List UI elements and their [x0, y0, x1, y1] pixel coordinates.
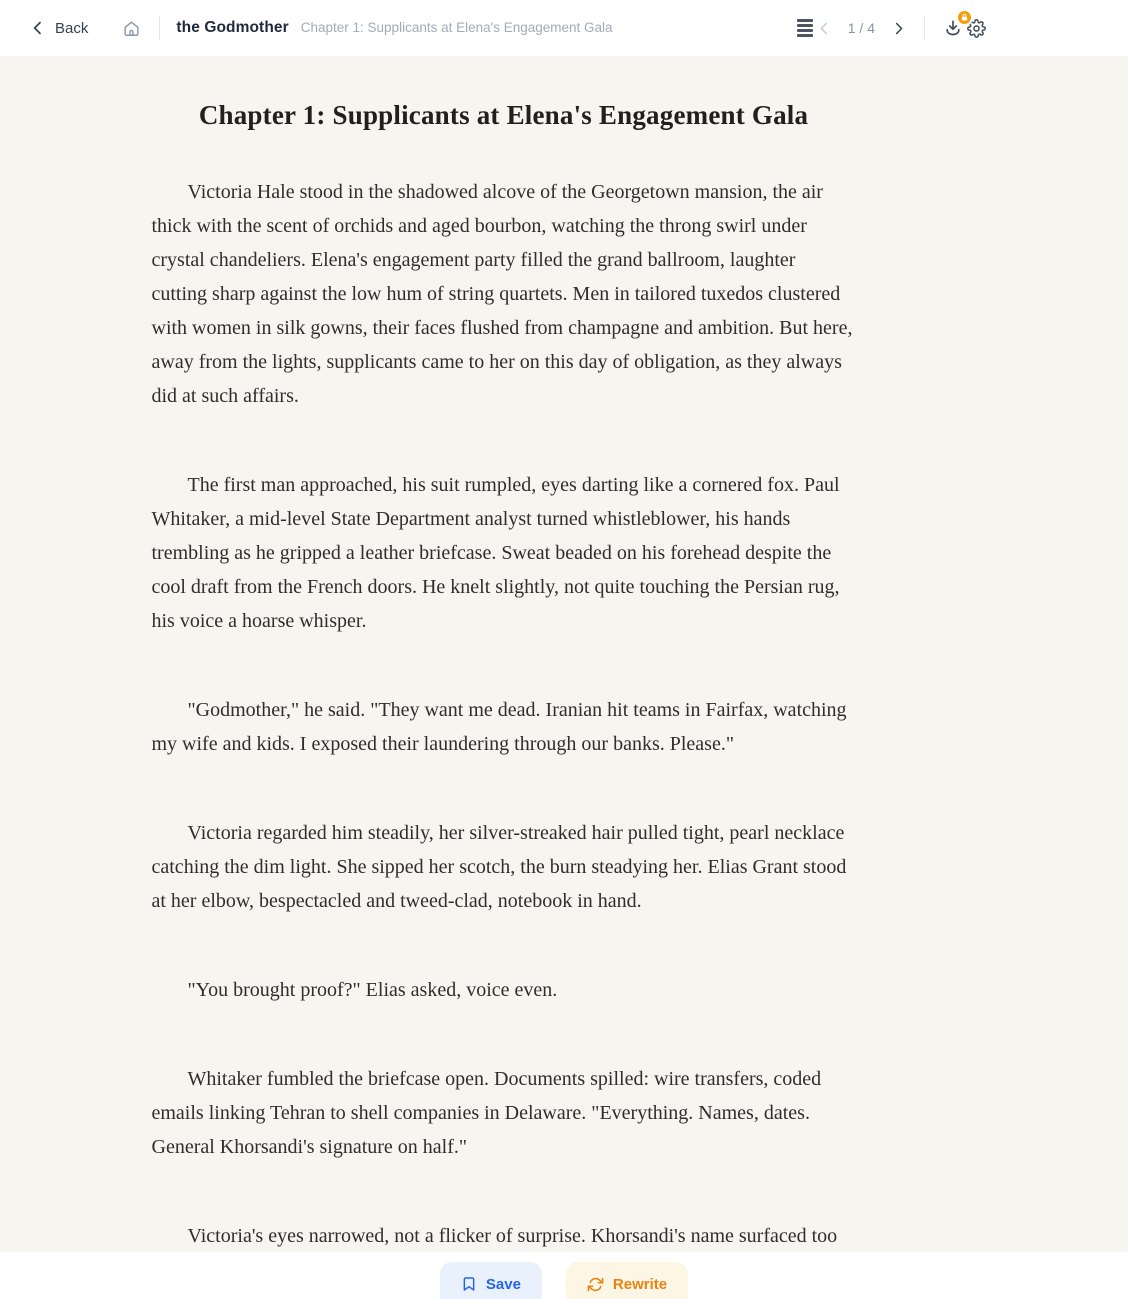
book-title: the Godmother: [176, 19, 289, 36]
save-button[interactable]: [440, 1262, 542, 1299]
lock-badge: [956, 9, 973, 26]
back-label: Back: [55, 19, 89, 37]
chapter-body: [152, 175, 856, 1252]
lock-icon: [960, 13, 969, 22]
next-page-button[interactable]: [889, 19, 908, 38]
chevron-right-icon: [891, 21, 906, 36]
reader-panel: [0, 56, 1128, 1252]
rewrite-button[interactable]: [566, 1262, 688, 1299]
save-label: Save: [485, 1275, 521, 1293]
chapter-paragraph: Victoria regarded him steadily, her silver-streaked hair pulled tight, pearl necklace catching the dim light. She sipped her scotch, the burn steadying her. Elias Grant stood at her elbow, bespectacled and tweed-clad, notebook in hand.: [151, 822, 847, 912]
home-icon: [122, 19, 141, 38]
chevron-left-icon: [30, 20, 46, 36]
bookmark-icon: [461, 1276, 477, 1292]
header-divider: [159, 16, 160, 40]
contents-button[interactable]: [795, 17, 815, 39]
chevron-left-icon: [817, 21, 832, 36]
prev-page-button[interactable]: [815, 19, 834, 38]
chapter-paragraph: The first man approached, his suit rumpled, eyes darting like a cornered fox. Paul Whitaker, a mid-level State Department analyst turned whistleblower, his hands trembling as he gripped a leather briefcase. Sweat beaded on his forehead despite the cool draft from the French doors. He knelt slightly, not quite touching the Persian rug, his voice a hoarse whisper.: [151, 474, 840, 632]
rewrite-label: Rewrite: [612, 1275, 668, 1293]
page-indicator: 1 / 4: [847, 20, 875, 36]
chapter-breadcrumb: Chapter 1: Supplicants at Elena's Engagement Gala: [300, 20, 613, 35]
breadcrumb: [176, 19, 612, 37]
chapter-paragraph: "You brought proof?" Elias asked, voice even.: [187, 979, 558, 1001]
chapter-title: Chapter 1: Supplicants at Elena's Engagement Gala: [198, 100, 809, 130]
chapter-paragraph: Victoria Hale stood in the shadowed alcove of the Georgetown mansion, the air thick with the scent of orchids and aged bourbon, watching the throng swirl under crystal chandeliers. Elena's engagement party filled the grand ballroom, laughter cutting sharp against the low hum of string quartets. Men in tailored tuxedos clustered with women in silk gowns, their faces flushed from champagne and ambition. But here, away from the lights, supplicants came to her on this day of obligation, as they always did at such affairs.: [151, 181, 853, 407]
chapter-paragraph: Whitaker fumbled the briefcase open. Documents spilled: wire transfers, coded emails linking Tehran to shell companies in Delaware. "Everything. Names, dates. General Khorsandi's signature on half.": [151, 1068, 822, 1158]
refresh-icon: [587, 1276, 604, 1293]
back-button[interactable]: [30, 20, 88, 37]
reader-toolbar: [795, 16, 988, 40]
top-bar: [0, 0, 1128, 56]
toolbar-divider: [924, 16, 925, 40]
chapter-paragraph: "Godmother," he said. "They want me dead. Iranian hit teams in Fairfax, watching my wife and kids. I exposed their laundering through our banks. Please.": [151, 699, 847, 755]
chapter-paragraph: Victoria's eyes narrowed, not a flicker of surprise. Khorsandi's name surfaced too: [187, 1225, 838, 1247]
list-icon: [797, 19, 813, 37]
action-bar: [0, 1252, 1128, 1299]
home-button[interactable]: [120, 17, 143, 40]
